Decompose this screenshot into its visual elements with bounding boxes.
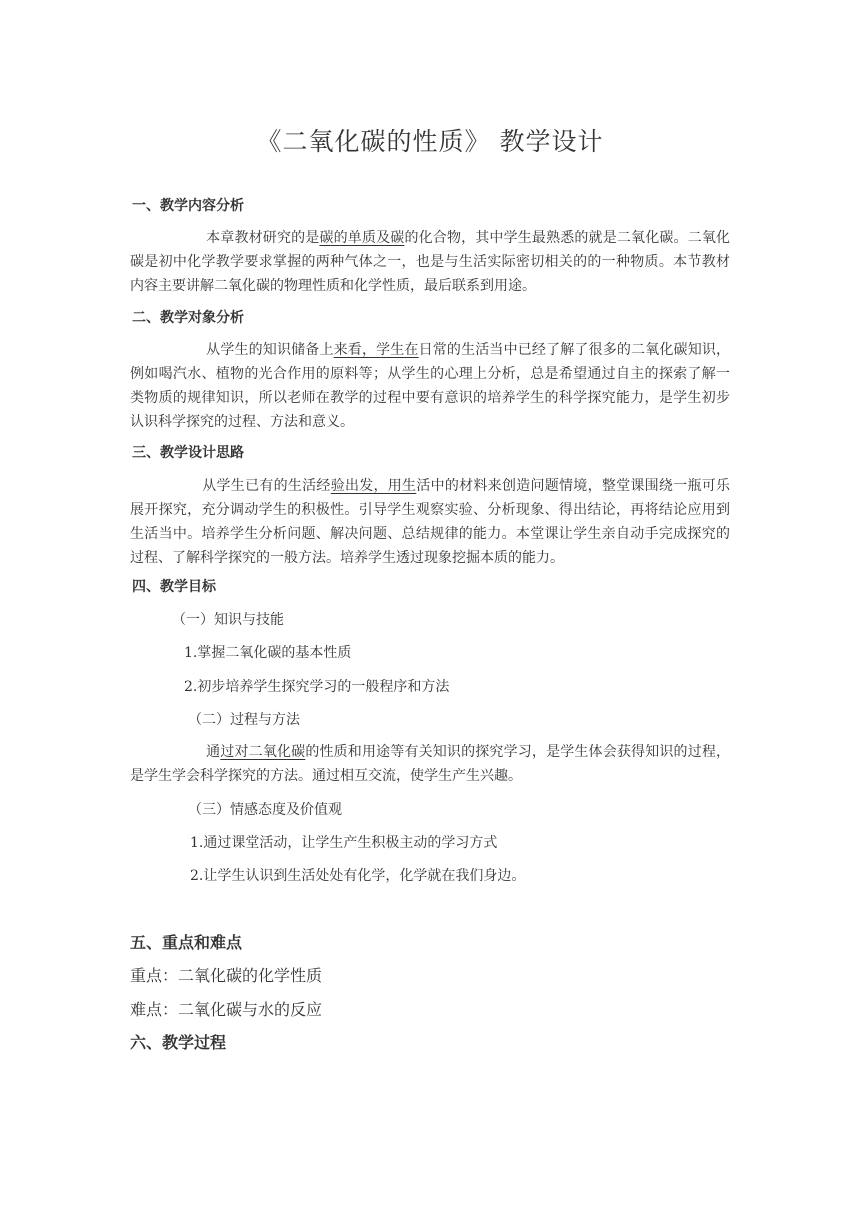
underlined-text: 过对二氧化碳: [220, 744, 306, 760]
text-segment: 的性质和用途等有关知识的探究学习，是学生体会获得知识的过程，是学生学会科学探究的方法。通过相互交流，使学生产生兴趣。: [130, 744, 731, 784]
text-segment: 从学生已有的生活经: [202, 478, 331, 494]
text-segment: 通: [206, 744, 221, 760]
key-point-text: 重点：二氧化碳的化学性质: [130, 966, 323, 985]
section-heading-key-points: 五、重点和难点: [130, 933, 243, 952]
text-segment: 本章教材研究的是: [206, 230, 320, 246]
document-title: 《二氧化碳的性质》 教学设计: [256, 127, 604, 156]
paragraph-content-analysis: [130, 226, 730, 298]
subheading-attitudes-values: （三）情感态度及价值观: [188, 802, 342, 818]
text-segment: 从学生的知识储备上: [206, 342, 334, 358]
text-segment: 的化合物，其中学生最熟悉的就是二氧化碳。二氧化碳是初中化学教学要求掌握的两种气体之一，也是与生活实际密切相关的的一种物质。本节教材内容主要讲解二氧化碳的物理性质和化学性质，最后联系到用途。: [130, 230, 731, 294]
text-segment: 日常的生活当中已经了解了很多的二氧化碳知识，例如喝汽水、植物的光合作用的原料等；从学生的心理上分析，总是希望通过自主的探索了解一类物质的规律知识，所以老师在教学的过程中要有意识的培养学生的科学探究能力，是学生初步认识科学探究的过程、方法和意义。: [130, 342, 731, 430]
subheading-knowledge-skills: （一）知识与技能: [172, 612, 284, 628]
section-heading-design-ideas: 三、教学设计思路: [132, 445, 244, 461]
difficult-point-text: 难点：二氧化碳与水的反应: [130, 1000, 323, 1019]
underlined-text: 验出发，用生: [330, 478, 417, 494]
paragraph-audience-analysis: [130, 338, 730, 434]
goal-item: 1.通过课堂活动，让学生产生积极主动的学习方式: [190, 835, 498, 851]
goal-item: 2.初步培养学生探究学习的一般程序和方法: [184, 679, 450, 695]
paragraph-design-ideas: [130, 474, 730, 570]
underlined-text: 来看，学生在: [333, 342, 419, 358]
text-segment: 活中的材料来创造问题情境，整堂课围绕一瓶可乐展开探究，充分调动学生的积极性。引导学生观察实验、分析现象、得出结论，再将结论应用到生活当中。培养学生分析问题、解决问题、总结规律的能力。本堂课让学生亲自动手完成探究的过程、了解科学探究的一般方法。培养学生透过现象挖掘本质的能力。: [130, 478, 731, 566]
underlined-text: 碳的单质及碳: [319, 230, 405, 246]
paragraph-process-methods: [130, 740, 730, 788]
goal-item: 1.掌握二氧化碳的基本性质: [184, 645, 352, 661]
section-heading-teaching-process: 六、教学过程: [130, 1033, 227, 1052]
subheading-process-methods: （二）过程与方法: [188, 712, 300, 728]
section-heading-audience-analysis: 二、教学对象分析: [132, 310, 244, 326]
section-heading-teaching-goals: 四、教学目标: [132, 579, 216, 595]
section-heading-content-analysis: 一、教学内容分析: [132, 198, 244, 214]
goal-item: 2.让学生认识到生活处处有化学，化学就在我们身边。: [190, 868, 526, 884]
